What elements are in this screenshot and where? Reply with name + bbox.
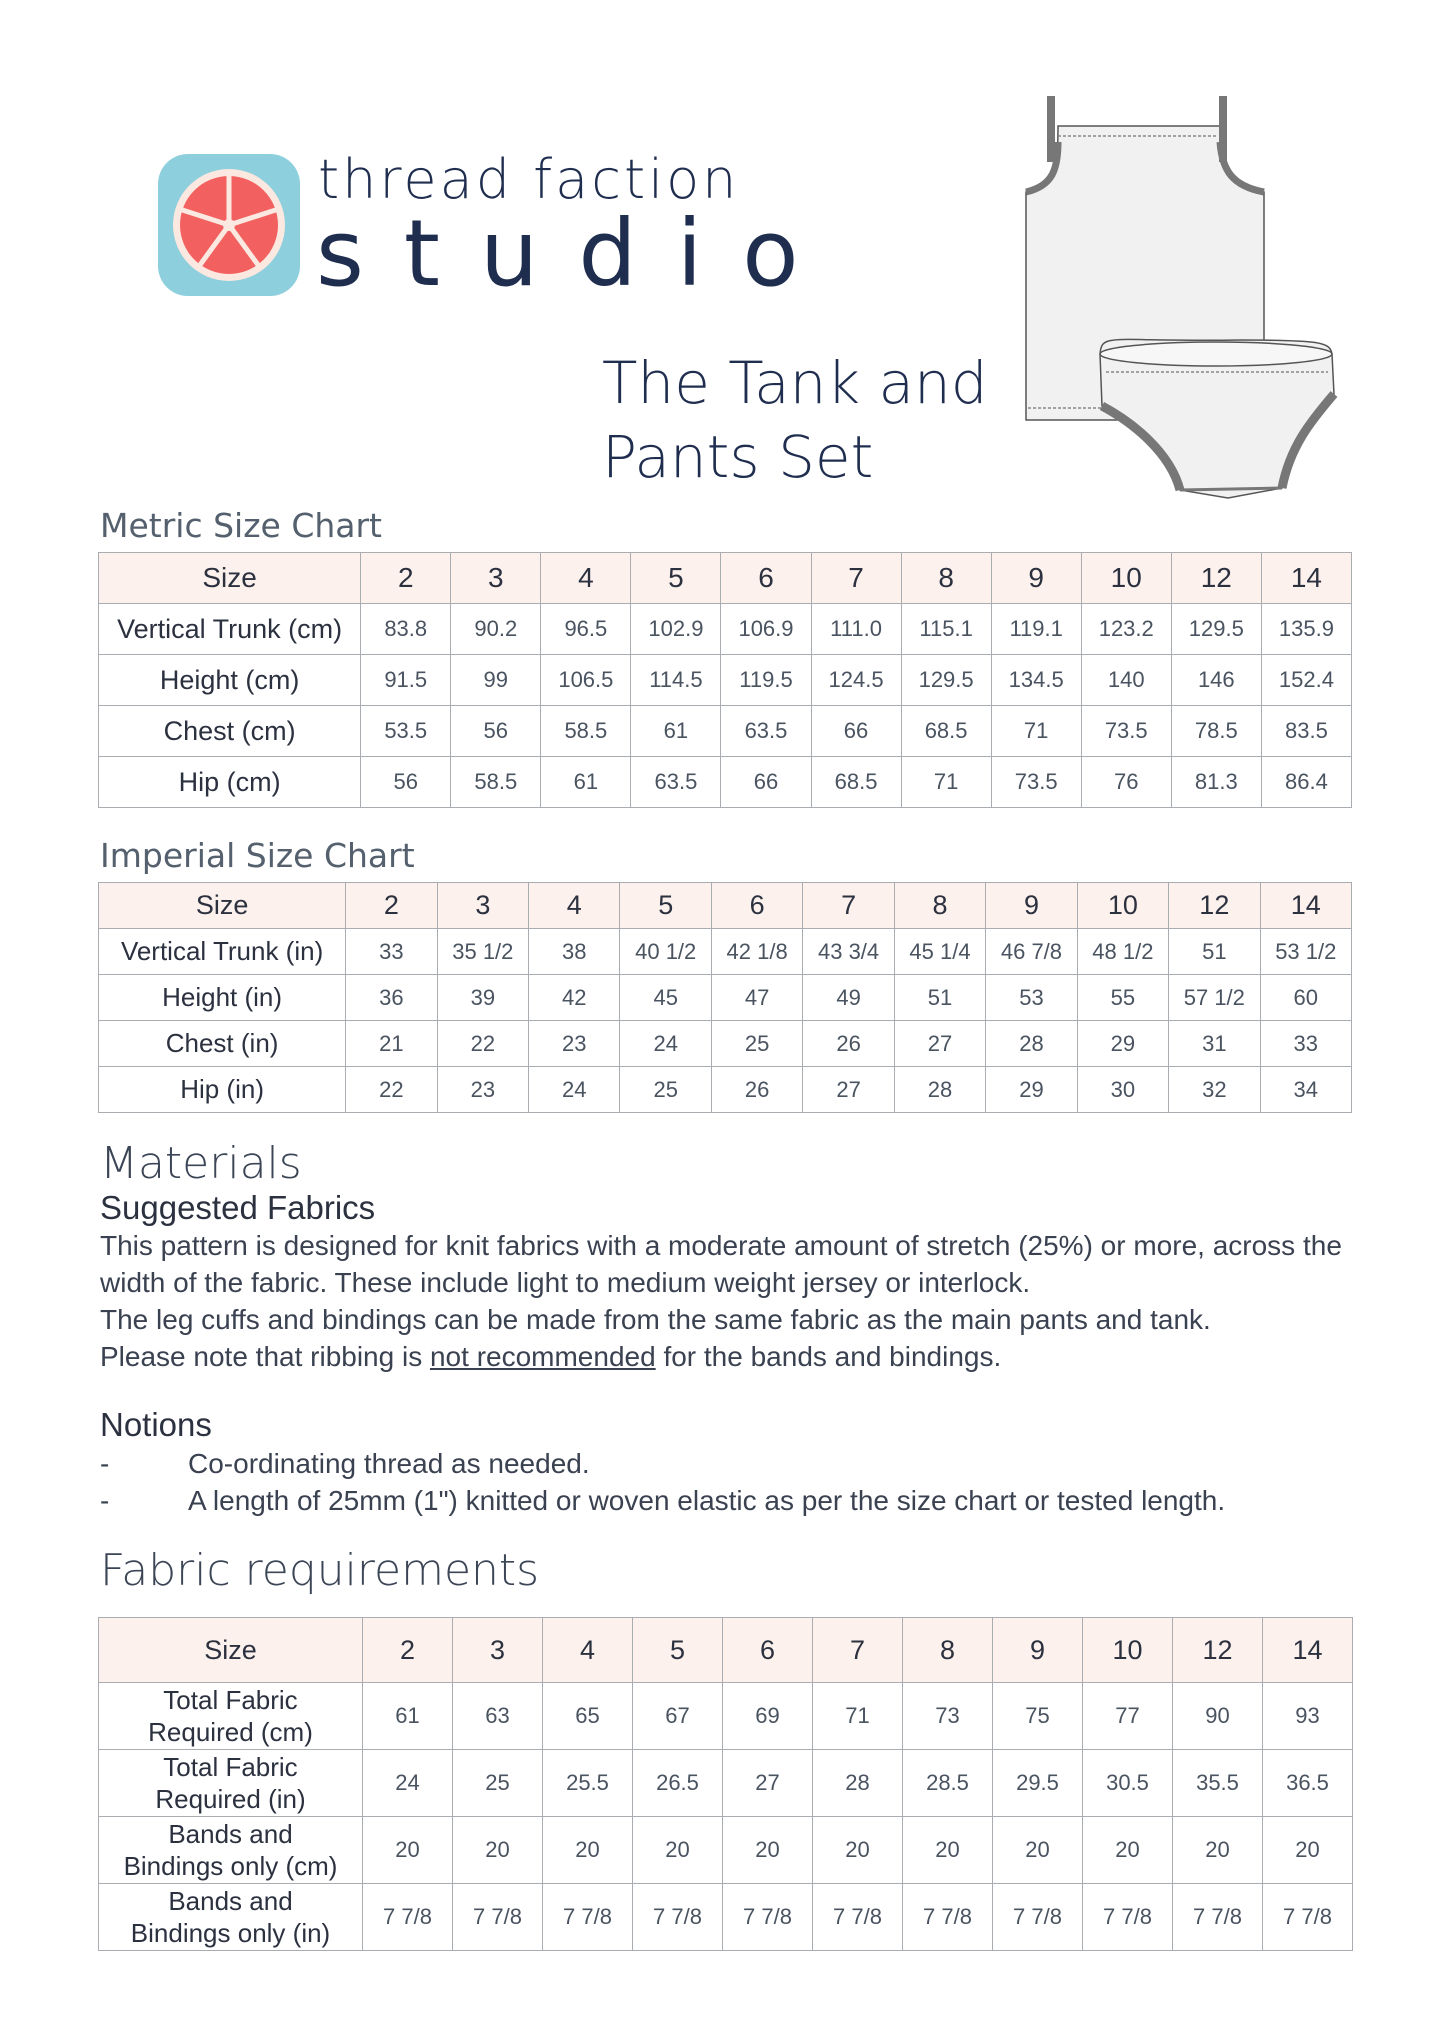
row-label: Chest (in) xyxy=(99,1021,346,1067)
table-cell: 33 xyxy=(1260,1021,1351,1067)
row-label xyxy=(99,1683,363,1750)
table-cell: 20 xyxy=(633,1817,723,1884)
table-cell: 35 1/2 xyxy=(437,929,528,975)
table-cell: 129.5 xyxy=(1171,604,1261,655)
table-cell: 63.5 xyxy=(721,706,811,757)
row-label-line-2: Required (in) xyxy=(155,1784,306,1814)
row-label xyxy=(99,1750,363,1817)
table-header-row xyxy=(99,1618,1353,1683)
row-label-line-1: Bands and xyxy=(168,1819,293,1849)
size-col: 14 xyxy=(1260,883,1351,929)
table-cell: 7 7/8 xyxy=(903,1884,993,1951)
brand-name-bottom: studio xyxy=(316,200,839,307)
table-cell: 71 xyxy=(813,1683,903,1750)
table-cell: 40 1/2 xyxy=(620,929,711,975)
table-cell: 68.5 xyxy=(811,757,901,808)
table-cell: 7 7/8 xyxy=(1083,1884,1173,1951)
table-cell: 73.5 xyxy=(991,757,1081,808)
table-cell: 7 7/8 xyxy=(1173,1884,1263,1951)
table-cell: 7 7/8 xyxy=(543,1884,633,1951)
table-cell: 29 xyxy=(986,1067,1077,1113)
table-cell: 25 xyxy=(453,1750,543,1817)
imperial-size-chart xyxy=(98,882,1352,1113)
table-cell: 61 xyxy=(631,706,721,757)
table-cell: 124.5 xyxy=(811,655,901,706)
table-cell: 24 xyxy=(363,1750,453,1817)
table-cell: 56 xyxy=(361,757,451,808)
table-cell: 119.5 xyxy=(721,655,811,706)
table-cell: 73 xyxy=(903,1683,993,1750)
table-cell: 53.5 xyxy=(361,706,451,757)
table-cell: 51 xyxy=(1169,929,1260,975)
row-label-line-1: Bands and xyxy=(168,1886,293,1916)
size-col: 6 xyxy=(721,553,811,604)
table-cell: 102.9 xyxy=(631,604,721,655)
table-cell: 99 xyxy=(451,655,541,706)
table-cell: 51 xyxy=(894,975,985,1021)
table-cell: 90.2 xyxy=(451,604,541,655)
para3-after: for the bands and bindings. xyxy=(655,1341,1002,1372)
para3-before: Please note that ribbing is xyxy=(100,1341,430,1372)
table-cell: 77 xyxy=(1083,1683,1173,1750)
table-cell: 53 1/2 xyxy=(1260,929,1351,975)
size-col: 5 xyxy=(633,1618,723,1683)
pants-drawing xyxy=(1100,339,1334,498)
table-cell: 20 xyxy=(903,1817,993,1884)
table-cell: 30.5 xyxy=(1083,1750,1173,1817)
brand-name-top: thread faction xyxy=(318,148,740,211)
size-col: 4 xyxy=(543,1618,633,1683)
materials-heading: Materials xyxy=(100,1138,302,1189)
table-cell: 93 xyxy=(1263,1683,1353,1750)
table-cell: 111.0 xyxy=(811,604,901,655)
list-item xyxy=(100,1485,1225,1517)
size-col: 7 xyxy=(813,1618,903,1683)
size-col: 3 xyxy=(437,883,528,929)
table-cell: 61 xyxy=(541,757,631,808)
table-cell: 57 1/2 xyxy=(1169,975,1260,1021)
notion-text: A length of 25mm (1") knitted or woven elastic as per the size chart or tested length. xyxy=(188,1485,1226,1516)
table-cell: 75 xyxy=(993,1683,1083,1750)
size-col: 10 xyxy=(1083,1618,1173,1683)
table-row xyxy=(99,1021,1352,1067)
size-col: 2 xyxy=(346,883,437,929)
table-cell: 73.5 xyxy=(1081,706,1171,757)
table-row xyxy=(99,1067,1352,1113)
row-label: Hip (cm) xyxy=(99,757,361,808)
row-label-line-1: Total Fabric xyxy=(163,1685,298,1715)
table-cell: 90 xyxy=(1173,1683,1263,1750)
table-cell: 81.3 xyxy=(1171,757,1261,808)
table-header-row xyxy=(99,553,1352,604)
table-cell: 91.5 xyxy=(361,655,451,706)
table-cell: 31 xyxy=(1169,1021,1260,1067)
notions-heading: Notions xyxy=(100,1406,212,1443)
size-col: 3 xyxy=(453,1618,543,1683)
table-cell: 66 xyxy=(811,706,901,757)
table-cell: 76 xyxy=(1081,757,1171,808)
row-label: Vertical Trunk (cm) xyxy=(99,604,361,655)
table-cell: 129.5 xyxy=(901,655,991,706)
table-cell: 123.2 xyxy=(1081,604,1171,655)
table-cell: 30 xyxy=(1077,1067,1168,1113)
table-cell: 47 xyxy=(711,975,802,1021)
table-row xyxy=(99,1750,1353,1817)
table-row xyxy=(99,975,1352,1021)
row-label xyxy=(99,1817,363,1884)
table-cell: 27 xyxy=(723,1750,813,1817)
table-cell: 29.5 xyxy=(993,1750,1083,1817)
table-cell: 27 xyxy=(894,1021,985,1067)
row-label-line-1: Total Fabric xyxy=(163,1752,298,1782)
not-recommended-emphasis: not recommended xyxy=(429,1341,656,1372)
size-col: 10 xyxy=(1081,553,1171,604)
table-cell: 32 xyxy=(1169,1067,1260,1113)
table-cell: 26 xyxy=(803,1021,894,1067)
size-col: 12 xyxy=(1169,883,1260,929)
table-cell: 24 xyxy=(529,1067,620,1113)
table-cell: 106.5 xyxy=(541,655,631,706)
row-label-line-2: Required (cm) xyxy=(148,1717,313,1747)
table-cell: 68.5 xyxy=(901,706,991,757)
table-cell: 20 xyxy=(993,1817,1083,1884)
size-col: 8 xyxy=(901,553,991,604)
table-cell: 7 7/8 xyxy=(813,1884,903,1951)
size-col: 4 xyxy=(529,883,620,929)
row-label: Hip (in) xyxy=(99,1067,346,1113)
table-cell: 56 xyxy=(451,706,541,757)
size-col: 10 xyxy=(1077,883,1168,929)
table-header-row xyxy=(99,883,1352,929)
table-cell: 26 xyxy=(711,1067,802,1113)
materials-body xyxy=(100,1227,1360,1375)
table-row xyxy=(99,929,1352,975)
table-cell: 20 xyxy=(543,1817,633,1884)
table-cell: 20 xyxy=(1083,1817,1173,1884)
table-cell: 28 xyxy=(894,1067,985,1113)
row-label-line-2: Bindings only (in) xyxy=(130,1918,331,1948)
table-row xyxy=(99,1884,1353,1951)
table-row xyxy=(99,757,1352,808)
table-cell: 42 xyxy=(529,975,620,1021)
size-col: 2 xyxy=(361,553,451,604)
size-col: 12 xyxy=(1171,553,1261,604)
table-cell: 106.9 xyxy=(721,604,811,655)
table-cell: 83.8 xyxy=(361,604,451,655)
size-col: 7 xyxy=(811,553,901,604)
row-label: Chest (cm) xyxy=(99,706,361,757)
table-cell: 39 xyxy=(437,975,528,1021)
table-cell: 27 xyxy=(803,1067,894,1113)
row-label: Height (in) xyxy=(99,975,346,1021)
size-header: Size xyxy=(99,553,361,604)
table-cell: 134.5 xyxy=(991,655,1081,706)
table-cell: 36.5 xyxy=(1263,1750,1353,1817)
table-cell: 25 xyxy=(711,1021,802,1067)
size-col: 12 xyxy=(1173,1618,1263,1683)
table-cell: 21 xyxy=(346,1021,437,1067)
table-cell: 35.5 xyxy=(1173,1750,1263,1817)
size-header: Size xyxy=(99,883,346,929)
list-item xyxy=(100,1448,590,1480)
table-cell: 33 xyxy=(346,929,437,975)
table-cell: 7 7/8 xyxy=(633,1884,723,1951)
table-cell: 7 7/8 xyxy=(453,1884,543,1951)
table-cell: 20 xyxy=(1263,1817,1353,1884)
fabric-requirements-heading: Fabric requirements xyxy=(100,1545,540,1596)
table-cell: 45 1/4 xyxy=(894,929,985,975)
bullet: - xyxy=(100,1448,110,1479)
size-col: 2 xyxy=(363,1618,453,1683)
table-cell: 45 xyxy=(620,975,711,1021)
size-header: Size xyxy=(99,1618,363,1683)
table-cell: 46 7/8 xyxy=(986,929,1077,975)
imperial-chart-heading: Imperial Size Chart xyxy=(100,836,415,875)
table-cell: 22 xyxy=(346,1067,437,1113)
table-cell: 58.5 xyxy=(451,757,541,808)
row-label-line-2: Bindings only (cm) xyxy=(123,1851,338,1881)
table-row xyxy=(99,1683,1353,1750)
table-cell: 26.5 xyxy=(633,1750,723,1817)
size-col: 14 xyxy=(1263,1618,1353,1683)
table-cell: 114.5 xyxy=(631,655,721,706)
table-cell: 63.5 xyxy=(631,757,721,808)
table-cell: 20 xyxy=(723,1817,813,1884)
table-cell: 20 xyxy=(363,1817,453,1884)
table-cell: 24 xyxy=(620,1021,711,1067)
size-col: 9 xyxy=(993,1618,1083,1683)
fabrics-paragraph-1: This pattern is designed for knit fabrics with a moderate amount of stretch (25%) or more, across the width of the fabric. These include light to medium weight jersey or interlock. xyxy=(100,1230,1342,1298)
size-col: 8 xyxy=(903,1618,993,1683)
table-cell: 140 xyxy=(1081,655,1171,706)
table-cell: 67 xyxy=(633,1683,723,1750)
title-line-2: Pants Set xyxy=(602,423,874,491)
table-row xyxy=(99,604,1352,655)
bullet: - xyxy=(100,1485,110,1516)
size-col: 4 xyxy=(541,553,631,604)
table-cell: 53 xyxy=(986,975,1077,1021)
row-label: Vertical Trunk (in) xyxy=(99,929,346,975)
row-label: Height (cm) xyxy=(99,655,361,706)
table-cell: 25.5 xyxy=(543,1750,633,1817)
table-cell: 63 xyxy=(453,1683,543,1750)
size-col: 5 xyxy=(620,883,711,929)
table-cell: 115.1 xyxy=(901,604,991,655)
page-title xyxy=(602,346,988,494)
metric-size-chart xyxy=(98,552,1352,808)
size-col: 9 xyxy=(986,883,1077,929)
tank-and-pants-illustration xyxy=(1020,92,1340,522)
size-col: 6 xyxy=(723,1618,813,1683)
table-cell: 71 xyxy=(991,706,1081,757)
table-cell: 96.5 xyxy=(541,604,631,655)
table-cell: 78.5 xyxy=(1171,706,1261,757)
table-row xyxy=(99,1817,1353,1884)
title-line-1: The Tank and xyxy=(602,349,988,417)
table-cell: 23 xyxy=(529,1021,620,1067)
suggested-fabrics-heading: Suggested Fabrics xyxy=(100,1189,376,1226)
table-cell: 152.4 xyxy=(1261,655,1351,706)
table-row xyxy=(99,706,1352,757)
size-col: 7 xyxy=(803,883,894,929)
table-cell: 43 3/4 xyxy=(803,929,894,975)
table-cell: 71 xyxy=(901,757,991,808)
table-cell: 7 7/8 xyxy=(723,1884,813,1951)
table-cell: 28 xyxy=(986,1021,1077,1067)
row-label xyxy=(99,1884,363,1951)
table-cell: 20 xyxy=(813,1817,903,1884)
size-col: 14 xyxy=(1261,553,1351,604)
table-cell: 65 xyxy=(543,1683,633,1750)
table-cell: 20 xyxy=(453,1817,543,1884)
size-col: 8 xyxy=(894,883,985,929)
size-col: 6 xyxy=(711,883,802,929)
table-cell: 49 xyxy=(803,975,894,1021)
table-cell: 135.9 xyxy=(1261,604,1351,655)
table-cell: 48 1/2 xyxy=(1077,929,1168,975)
table-cell: 61 xyxy=(363,1683,453,1750)
table-cell: 69 xyxy=(723,1683,813,1750)
table-cell: 58.5 xyxy=(541,706,631,757)
table-cell: 29 xyxy=(1077,1021,1168,1067)
table-cell: 28 xyxy=(813,1750,903,1817)
table-cell: 7 7/8 xyxy=(1263,1884,1353,1951)
table-cell: 60 xyxy=(1260,975,1351,1021)
table-cell: 86.4 xyxy=(1261,757,1351,808)
table-cell: 55 xyxy=(1077,975,1168,1021)
table-cell: 42 1/8 xyxy=(711,929,802,975)
size-col: 5 xyxy=(631,553,721,604)
table-cell: 20 xyxy=(1173,1817,1263,1884)
fabric-requirements-table xyxy=(98,1617,1353,1951)
fabrics-paragraph-2: The leg cuffs and bindings can be made from the same fabric as the main pants and tank. xyxy=(100,1304,1211,1335)
notion-text: Co-ordinating thread as needed. xyxy=(188,1448,590,1479)
fabrics-paragraph-3 xyxy=(100,1338,1360,1375)
size-col: 9 xyxy=(991,553,1081,604)
size-col: 3 xyxy=(451,553,541,604)
table-cell: 25 xyxy=(620,1067,711,1113)
table-cell: 34 xyxy=(1260,1067,1351,1113)
table-cell: 28.5 xyxy=(903,1750,993,1817)
table-cell: 83.5 xyxy=(1261,706,1351,757)
table-cell: 7 7/8 xyxy=(363,1884,453,1951)
grapefruit-slice-icon xyxy=(158,154,300,296)
table-cell: 22 xyxy=(437,1021,528,1067)
table-cell: 7 7/8 xyxy=(993,1884,1083,1951)
table-cell: 23 xyxy=(437,1067,528,1113)
table-row xyxy=(99,655,1352,706)
table-cell: 38 xyxy=(529,929,620,975)
table-cell: 66 xyxy=(721,757,811,808)
table-cell: 36 xyxy=(346,975,437,1021)
table-cell: 146 xyxy=(1171,655,1261,706)
metric-chart-heading: Metric Size Chart xyxy=(100,506,382,545)
table-cell: 119.1 xyxy=(991,604,1081,655)
